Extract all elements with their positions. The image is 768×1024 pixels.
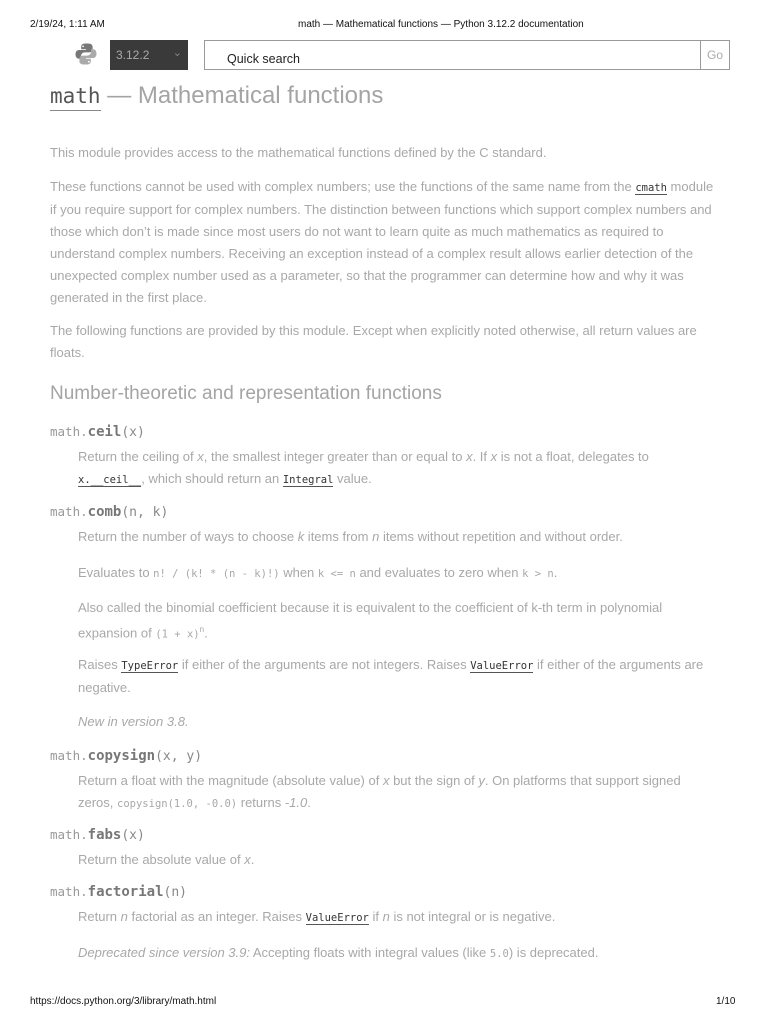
factorial-paragraph-1: Return n factorial as an integer. Raises ValueError if n is not integral or is negative. <box>78 909 556 924</box>
comb-paragraph-4: Raises TypeError if either of the arguments are not integers. Raises ValueError if either of the arguments are negative. <box>78 657 704 695</box>
valueerror-link[interactable]: ValueError <box>305 912 369 924</box>
search-input[interactable] <box>204 40 700 70</box>
comb-signature: math.comb(n, k) <box>50 504 169 520</box>
chevron-down-icon: ⌄ <box>172 47 182 59</box>
copysign-description: Return a float with the magnitude (absolute value) of x but the sign of y. On platforms that support signed zeros, copysign(1.0, -0.0) returns -1.0. <box>78 773 681 810</box>
factorial-signature: math.factorial(n) <box>50 884 187 900</box>
comb-paragraph-1: Return the number of ways to choose k items from n items without repetition and without order. <box>78 529 623 544</box>
python-logo-icon[interactable] <box>74 42 98 66</box>
section-heading: Number-theoretic and representation functions <box>50 383 442 404</box>
x-ceil-link[interactable]: x.__ceil__ <box>78 474 142 486</box>
ceil-signature: math.ceil(x) <box>50 424 145 440</box>
copysign-signature: math.copysign(x, y) <box>50 748 203 764</box>
print-url: https://docs.python.org/3/library/math.html <box>30 996 217 1007</box>
integral-link[interactable]: Integral <box>282 474 334 486</box>
comb-version-note: New in version 3.8. <box>78 714 189 729</box>
intro-paragraph-1: This module provides access to the mathematical functions defined by the C standard. <box>50 145 547 160</box>
version-select[interactable] <box>110 40 188 70</box>
go-button[interactable]: Go <box>700 40 730 70</box>
print-title: math — Mathematical functions — Python 3.12.2 documentation <box>298 19 584 30</box>
cmath-link[interactable]: cmath <box>635 182 667 194</box>
intro-paragraph-3: The following functions are provided by this module. Except when explicitly noted otherwise, all return values are floats. <box>50 323 697 360</box>
page-title-text: — Mathematical functions <box>100 82 384 109</box>
comb-paragraph-2: Evaluates to n! / (k! * (n - k)!) when k <= n and evaluates to zero when k > n. <box>78 565 558 580</box>
comb-paragraph-3: Also called the binomial coefficient because it is equivalent to the coefficient of k-th term in polynomial expansion of $(1 + x)^n$. <box>78 600 663 641</box>
fabs-signature: math.fabs(x) <box>50 827 145 843</box>
intro-paragraph-2: These functions cannot be used with complex numbers; use the functions of the same name from the cmath module if you require support for complex numbers. The distinction between functions which support complex numbers and those which don’t is made since most users do not want to learn quite as much mathematics as required to understand complex numbers. Receiving an exception instead of a complex result allows earlier detection of the unexpected complex number used as a parameter, so that the programmer can determine how and why it was generated in the first place. <box>50 179 714 305</box>
fabs-description: Return the absolute value of x. <box>78 852 255 867</box>
typeerror-link[interactable]: TypeError <box>121 660 179 672</box>
ceil-description: Return the ceiling of x, the smallest integer greater than or equal to x. If x is not a float, delegates to x.__ceil__, which should return an Integral value. <box>78 449 649 486</box>
page-title <box>50 82 383 110</box>
module-name-link[interactable]: math <box>50 84 101 111</box>
print-page-number: 1/10 <box>716 996 736 1007</box>
valueerror-link[interactable]: ValueError <box>470 660 534 672</box>
print-datetime: 2/19/24, 1:11 AM <box>30 19 105 30</box>
factorial-deprecation-note: Deprecated since version 3.9: Accepting floats with integral values (like 5.0) is deprecated. <box>78 945 599 960</box>
version-label: 3.12.2 <box>116 48 150 62</box>
